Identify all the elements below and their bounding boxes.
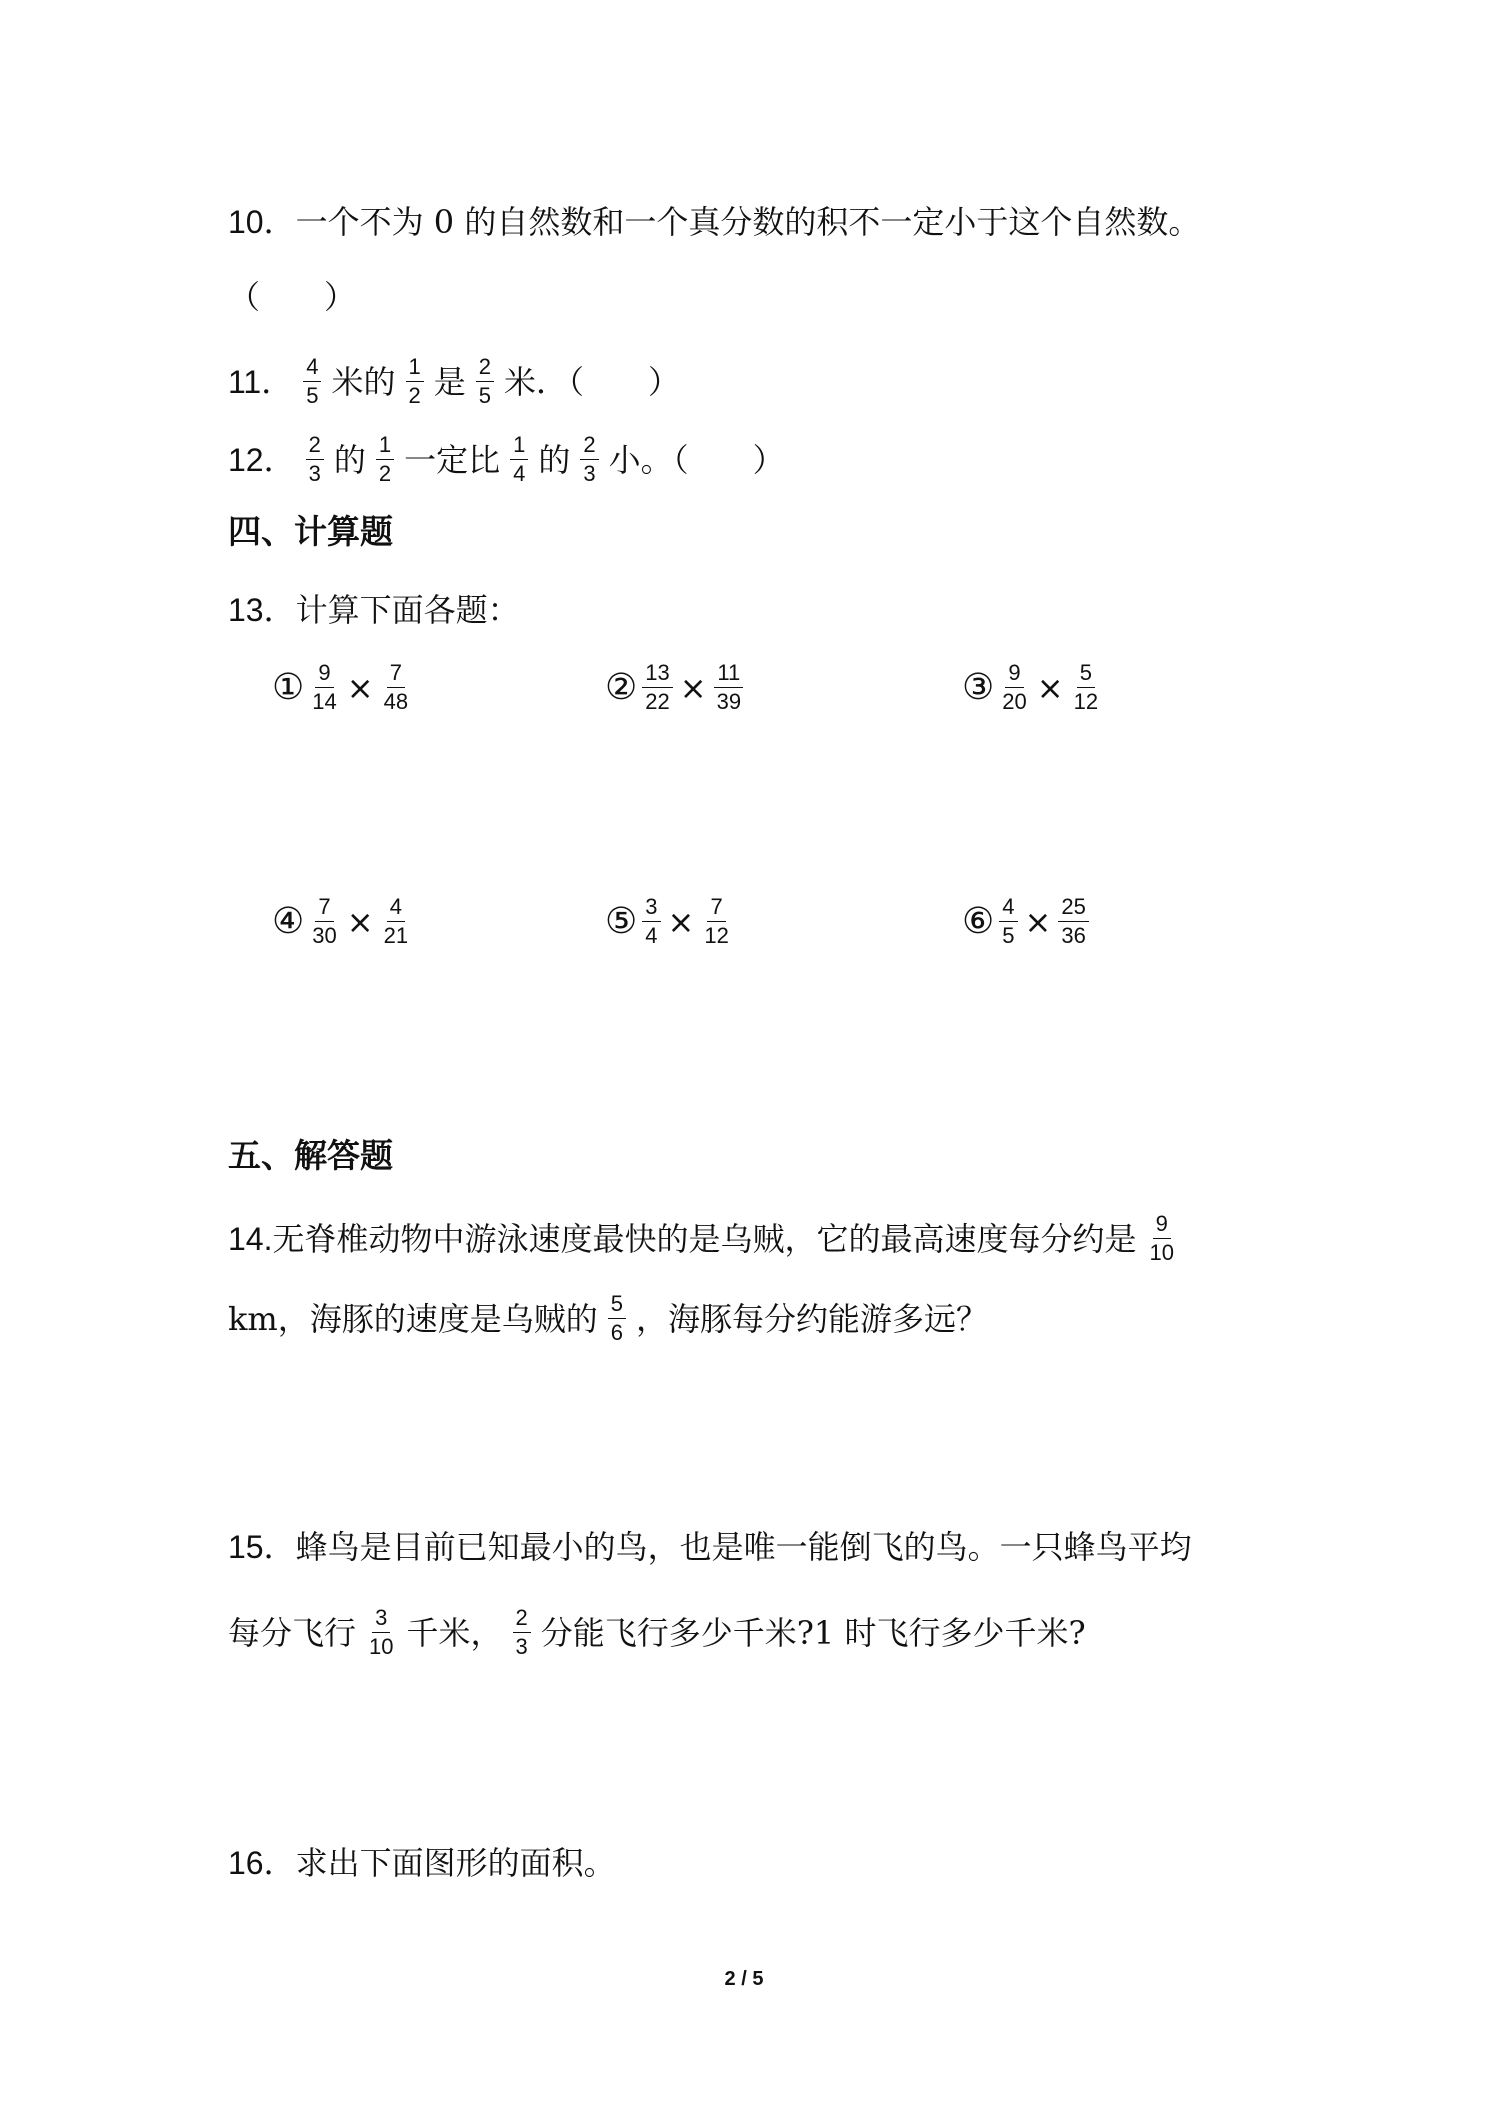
fraction (608, 1293, 626, 1344)
denominator: 10 (1149, 1240, 1174, 1265)
numerator: 2 (580, 434, 598, 460)
question-11 (228, 356, 680, 407)
fraction (381, 662, 411, 713)
question-number: 14. (228, 1220, 273, 1257)
numerator: 3 (372, 1607, 390, 1633)
denominator: 4 (513, 461, 526, 486)
item-label: ② (605, 667, 638, 708)
fraction (476, 356, 494, 407)
denominator: 4 (645, 923, 658, 948)
denominator: 12 (1073, 689, 1099, 714)
answer-blank: （ ） (228, 278, 357, 316)
fraction (309, 662, 339, 713)
question-number: 16． (228, 1845, 296, 1881)
calc-item-1 (272, 662, 414, 713)
denominator: 22 (645, 689, 670, 714)
numerator: 2 (476, 356, 494, 382)
fraction (642, 896, 660, 947)
denominator: 21 (383, 923, 409, 948)
question-text: 的 (538, 440, 571, 479)
calc-item-3 (962, 662, 1104, 713)
fraction (1071, 662, 1101, 713)
multiply-sign: × (679, 668, 707, 707)
denominator: 48 (383, 689, 409, 714)
numerator: 7 (315, 896, 333, 922)
calc-item-5 (605, 896, 735, 947)
fraction (510, 434, 528, 485)
calc-item-2 (605, 662, 747, 713)
numerator: 9 (315, 662, 333, 688)
question-text: ，海豚每分约能游多远？ (636, 1299, 989, 1338)
fraction (306, 434, 324, 485)
denominator: 20 (1002, 689, 1027, 714)
denominator: 3 (515, 1634, 528, 1659)
numerator: 11 (714, 662, 743, 688)
question-14-line-2 (228, 1293, 988, 1344)
question-14-line-1 (228, 1213, 1187, 1264)
numerator: 25 (1058, 896, 1088, 922)
fraction (701, 896, 731, 947)
multiply-sign: × (667, 902, 695, 941)
multiply-sign: × (1036, 668, 1064, 707)
numerator: 7 (387, 662, 405, 688)
denominator: 10 (369, 1634, 394, 1659)
denominator: 2 (408, 383, 421, 408)
numerator: 1 (376, 434, 394, 460)
fraction (999, 896, 1017, 947)
question-text: 的 (333, 440, 366, 479)
question-text: km，海豚的速度是乌贼的 (228, 1299, 598, 1338)
question-16 (228, 1843, 616, 1883)
numerator: 2 (306, 434, 324, 460)
question-text: 千米， (406, 1613, 503, 1652)
fraction (642, 662, 672, 713)
fraction (714, 662, 744, 713)
question-text: 是 (433, 362, 466, 401)
numerator: 9 (1153, 1213, 1171, 1239)
denominator: 12 (704, 923, 729, 948)
question-number: 12． (228, 441, 296, 478)
fraction (303, 356, 321, 407)
question-13 (228, 590, 520, 630)
item-label: ③ (962, 667, 995, 708)
denominator: 6 (610, 1320, 623, 1345)
numerator: 3 (642, 896, 660, 922)
numerator: 4 (303, 356, 321, 382)
fraction (376, 434, 394, 485)
section-heading: 四、计算题 (228, 512, 393, 551)
fraction (513, 1607, 531, 1658)
section-heading: 五、解答题 (228, 1136, 393, 1175)
numerator: 2 (513, 1607, 531, 1633)
denominator: 14 (312, 689, 337, 714)
fraction (381, 896, 411, 947)
item-label: ④ (272, 901, 305, 942)
numerator: 4 (387, 896, 405, 922)
fraction (1147, 1213, 1177, 1264)
numerator: 13 (642, 662, 672, 688)
denominator: 5 (478, 383, 492, 408)
question-text: 求出下面图形的面积。 (295, 1844, 616, 1882)
calc-item-6 (962, 896, 1092, 947)
question-number: 10． (228, 204, 296, 240)
answer-parentheses (228, 277, 356, 317)
numerator: 1 (510, 434, 528, 460)
numerator: 7 (707, 896, 725, 922)
multiply-sign: × (346, 902, 374, 941)
question-number: 13． (228, 592, 296, 628)
question-12 (228, 434, 785, 485)
fraction (406, 356, 424, 407)
item-label: ⑤ (605, 901, 638, 942)
numerator: 1 (406, 356, 424, 382)
fraction (366, 1607, 396, 1658)
fraction (580, 434, 598, 485)
multiply-sign: × (1024, 902, 1052, 941)
numerator: 5 (1077, 662, 1095, 688)
question-text: 蜂鸟是目前已知最小的鸟，也是唯一能倒飞的鸟。一只蜂鸟平均 (295, 1528, 1192, 1566)
denominator: 5 (1002, 923, 1015, 948)
denominator: 30 (312, 923, 337, 948)
denominator: 3 (583, 461, 596, 486)
question-text: 分能飞行多少千米?1 时飞行多少千米? (540, 1613, 1086, 1652)
numerator: 5 (608, 1293, 626, 1319)
question-text: 米．（ ） (504, 362, 681, 401)
page-number: 2 / 5 (724, 1968, 764, 1990)
question-10 (228, 202, 1200, 242)
numerator: 9 (1005, 662, 1023, 688)
question-text: 米的 (331, 362, 396, 401)
denominator: 39 (716, 689, 742, 714)
fraction (309, 896, 339, 947)
question-text: 一个不为 0 的自然数和一个真分数的积不一定小于这个自然数。 (295, 203, 1201, 241)
multiply-sign: × (346, 668, 374, 707)
fraction (999, 662, 1029, 713)
question-number: 11． (228, 363, 294, 400)
denominator: 3 (308, 461, 321, 486)
denominator: 5 (306, 383, 319, 408)
question-15-line-2 (228, 1607, 1086, 1658)
question-text: 计算下面各题： (295, 591, 520, 629)
question-15-line-1 (228, 1527, 1192, 1567)
question-number: 15． (228, 1529, 296, 1565)
calc-item-4 (272, 896, 414, 947)
numerator: 4 (999, 896, 1017, 922)
item-label: ① (272, 667, 305, 708)
question-text: 无脊椎动物中游泳速度最快的是乌贼，它的最高速度每分约是 (272, 1219, 1137, 1258)
question-text: 每分飞行 (228, 1613, 357, 1652)
denominator: 2 (378, 461, 392, 486)
denominator: 36 (1061, 923, 1086, 948)
question-text: 小。（ ） (608, 440, 785, 479)
fraction (1058, 896, 1088, 947)
question-text: 一定比 (404, 440, 501, 479)
item-label: ⑥ (962, 901, 995, 942)
